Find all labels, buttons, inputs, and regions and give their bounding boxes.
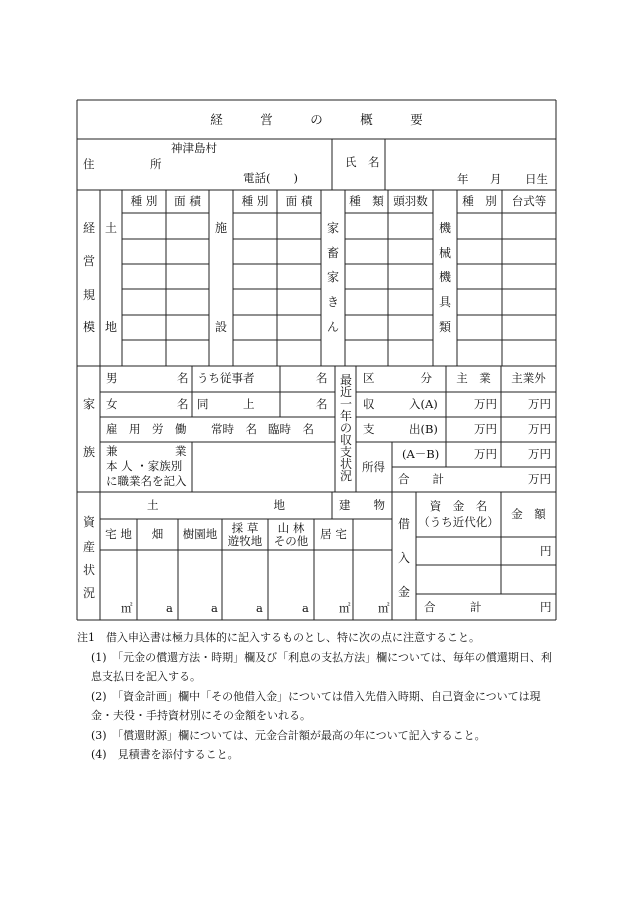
income-vertical-6: 支 [339, 445, 352, 459]
land-label-0: 土 [104, 221, 117, 235]
family-same-unit: 名 [316, 397, 328, 411]
machinery-label-1: 械 [438, 246, 451, 260]
loans-total: 合 計 [424, 600, 482, 614]
income-vertical-2: 一 [339, 397, 352, 411]
loans-label-1: 入 [397, 551, 410, 565]
assets-unit-6: ㎡ [378, 601, 390, 615]
livestock-label-4: ん [326, 320, 339, 334]
income-expense: 支 出(B) [363, 422, 438, 436]
income-revenue-other-unit: 万円 [528, 397, 551, 411]
family-female-unit: 名 [177, 397, 189, 411]
income-col-item: 区 分 [363, 371, 432, 385]
scale-label-2: 規 [82, 288, 95, 302]
birth-year-label: 年 [457, 172, 469, 186]
scale-label-3: 模 [82, 320, 95, 334]
income-vertical-1: 近 [339, 385, 352, 399]
loans-col-source: 資 金 名 [429, 499, 488, 513]
income-revenue: 収 入(A) [363, 397, 438, 411]
family-engaged: うち従事者 [197, 371, 255, 385]
family-regular: 常時 名 [211, 422, 257, 436]
assets-col-house: 居 宅 [320, 527, 347, 541]
machinery-label-0: 機 [438, 221, 451, 235]
family-label-0: 家 [82, 397, 95, 411]
assets-unit-0: ㎡ [121, 601, 133, 615]
note-item-1: (1) 「元金の償還方法・時期」欄及び「利息の支払方法」欄については、毎年の償還期日、利息支払日を記入する。 [91, 650, 552, 683]
livestock-label-0: 家 [326, 221, 339, 235]
loans-total-unit: 円 [540, 600, 552, 614]
assets-col-pasture: 採 草 遊牧地 [227, 521, 263, 548]
note-item-4: (4) 見積書を添付すること。 [91, 748, 239, 761]
assets-unit-1: a [166, 601, 173, 615]
assets-col-field: 畑 [151, 527, 164, 541]
income-expense-main-unit: 万円 [474, 422, 497, 436]
notes [77, 628, 557, 765]
family-side-job-1: 兼 業 [106, 444, 187, 458]
assets-col-orchard: 樹園地 [182, 527, 218, 541]
notes-head: 注1 借入申込書は極力具体的に記入するものとし、特に次の点に注意すること。 [77, 631, 480, 644]
address-label-1: 住 [83, 157, 95, 171]
livestock-label-2: 家 [326, 270, 339, 284]
form-title: 経 営 の 概 要 [210, 112, 423, 127]
machinery-col-count: 台式等 [511, 194, 547, 208]
assets-unit-2: a [211, 601, 218, 615]
address-phone: 電話( ) [243, 171, 298, 185]
land-col-area: 面 積 [174, 194, 201, 208]
income-expense-other-unit: 万円 [528, 422, 551, 436]
income-a-minus-b: (A－B) [402, 447, 440, 461]
livestock-col-count: 頭羽数 [393, 194, 428, 208]
facility-label-1: 設 [214, 320, 227, 334]
assets-building-header: 建 物 [339, 498, 385, 512]
family-employed: 雇 用 労 働 [106, 422, 187, 436]
scale-label-0: 経 [82, 221, 95, 235]
income-total-unit: 万円 [528, 472, 551, 486]
land-col-kind: 種 別 [130, 194, 158, 208]
loans-col-source-sub: （うち近代化） [418, 515, 499, 529]
family-male: 男 [106, 371, 118, 385]
income-vertical-3: 年 [339, 409, 352, 423]
address-village: 神津島村 [171, 141, 217, 155]
livestock-label-1: 畜 [326, 246, 339, 260]
assets-land-header: 土 地 [147, 498, 285, 512]
facility-label-0: 施 [214, 221, 227, 235]
livestock-label-3: き [326, 295, 339, 309]
income-vertical-7: 状 [339, 457, 352, 471]
machinery-col-kind: 種 別 [462, 194, 497, 208]
machinery-label-3: 具 [438, 295, 451, 309]
income-vertical-4: の [339, 421, 352, 435]
birth-month-label: 月 [490, 172, 502, 186]
land-label-1: 地 [104, 320, 117, 334]
family-female: 女 [106, 397, 118, 411]
machinery-label-4: 類 [438, 320, 451, 334]
assets-col-residential: 宅 地 [105, 527, 132, 541]
family-male-unit: 名 [177, 371, 189, 385]
facility-col-area: 面 積 [285, 194, 313, 208]
income-label: 所得 [362, 460, 385, 474]
loans-label-2: 金 [397, 585, 410, 599]
assets-col-forest: 山 林 その他 [273, 521, 309, 548]
income-col-main: 主 業 [456, 371, 491, 385]
family-temporary: 臨時 名 [268, 422, 314, 436]
income-col-other: 主業外 [511, 371, 546, 385]
income-net-main-unit: 万円 [474, 447, 497, 461]
note-item-3: (3) 「償還財源」欄については、元金合計額が最高の年について記入すること。 [91, 728, 486, 742]
assets-label-2: 状 [82, 563, 95, 577]
assets-unit-5: ㎡ [339, 601, 351, 615]
machinery-label-2: 機 [438, 270, 451, 284]
assets-unit-3: a [256, 601, 263, 615]
livestock-col-kind: 種 類 [349, 194, 384, 208]
assets-label-0: 資 [82, 515, 95, 529]
address-label-2: 所 [150, 157, 162, 171]
income-net-other-unit: 万円 [528, 447, 551, 461]
income-vertical-8: 況 [339, 469, 352, 483]
loans-col-amount: 金 額 [511, 507, 546, 521]
loans-label-0: 借 [397, 517, 410, 531]
income-vertical-5: 収 [339, 433, 352, 447]
facility-col-kind: 種 別 [241, 194, 269, 208]
family-engaged-unit: 名 [316, 371, 328, 385]
family-side-job-3: に職業名を記入 [106, 474, 187, 488]
income-vertical-0: 最 [339, 373, 352, 387]
scale-label-1: 営 [82, 254, 95, 268]
family-same: 同 上 [197, 397, 255, 411]
family-label-1: 族 [82, 445, 95, 459]
income-total: 合 計 [398, 472, 444, 486]
name-label: 氏 名 [345, 155, 380, 169]
income-revenue-main-unit: 万円 [474, 397, 497, 411]
birth-day-label: 日生 [525, 172, 548, 186]
assets-unit-4: a [302, 601, 309, 615]
note-item-2: (2) 「資金計画」欄中「その他借入金」については借入先借入時期、自己資金については現金・夫役・手持資材別にその金額をいれる。 [91, 689, 541, 722]
family-side-job-2: 本 人 ・家族別 [106, 459, 183, 473]
loans-unit: 円 [540, 544, 552, 558]
assets-label-3: 況 [82, 586, 95, 600]
assets-label-1: 産 [82, 540, 95, 554]
